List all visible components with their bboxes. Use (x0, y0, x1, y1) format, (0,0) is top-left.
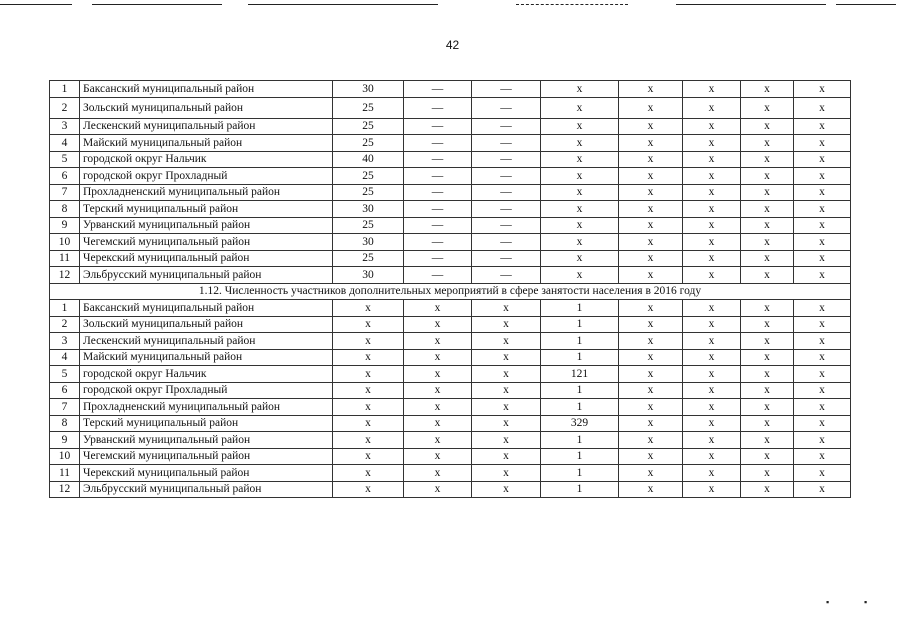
cell-c4: 1 (541, 399, 619, 416)
cell-c8: х (794, 415, 851, 432)
row-number: 6 (50, 382, 80, 399)
row-number: 7 (50, 184, 80, 201)
cell-c1: 25 (333, 250, 404, 267)
row-number: 4 (50, 135, 80, 152)
cell-c5: х (619, 118, 683, 135)
cell-c5: х (619, 151, 683, 168)
row-number: 2 (50, 97, 80, 118)
cell-c1: 25 (333, 168, 404, 185)
cell-c3: — (472, 118, 541, 135)
cell-c2: х (404, 300, 472, 317)
cell-c5: х (619, 81, 683, 98)
cell-c2: — (404, 168, 472, 185)
cell-c7: х (741, 316, 794, 333)
cell-c1: 25 (333, 217, 404, 234)
cell-c3: — (472, 201, 541, 218)
cell-c1: 30 (333, 267, 404, 284)
table-row (50, 267, 851, 284)
cell-c5: х (619, 448, 683, 465)
cell-c3: х (472, 415, 541, 432)
cell-c2: — (404, 184, 472, 201)
table-row (50, 465, 851, 482)
cell-c8: х (794, 481, 851, 498)
cell-c1: х (333, 333, 404, 350)
cell-c2: — (404, 118, 472, 135)
row-number: 1 (50, 300, 80, 317)
district-name: городской округ Нальчик (80, 366, 333, 383)
cell-c7: х (741, 481, 794, 498)
cell-c6: х (683, 349, 741, 366)
table-part-1 (50, 81, 851, 284)
cell-c2: х (404, 481, 472, 498)
table-row (50, 135, 851, 152)
cell-c5: х (619, 184, 683, 201)
cell-c3: х (472, 432, 541, 449)
header-rule (92, 4, 222, 5)
cell-c1: 30 (333, 81, 404, 98)
cell-c4: 1 (541, 349, 619, 366)
cell-c7: х (741, 201, 794, 218)
cell-c6: х (683, 316, 741, 333)
cell-c1: х (333, 465, 404, 482)
row-number: 3 (50, 333, 80, 350)
cell-c5: х (619, 234, 683, 251)
cell-c6: х (683, 399, 741, 416)
cell-c3: — (472, 267, 541, 284)
cell-c7: х (741, 432, 794, 449)
row-number: 12 (50, 267, 80, 284)
table-row (50, 250, 851, 267)
cell-c8: х (794, 465, 851, 482)
cell-c1: х (333, 481, 404, 498)
scan-mark: ▪ (826, 597, 830, 607)
cell-c1: х (333, 399, 404, 416)
row-number: 9 (50, 432, 80, 449)
cell-c7: х (741, 415, 794, 432)
cell-c7: х (741, 366, 794, 383)
district-name: Черекский муниципальный район (80, 250, 333, 267)
district-name: Прохладненский муниципальный район (80, 184, 333, 201)
cell-c4: 1 (541, 316, 619, 333)
cell-c6: х (683, 135, 741, 152)
cell-c7: х (741, 349, 794, 366)
cell-c6: х (683, 184, 741, 201)
cell-c4: 121 (541, 366, 619, 383)
cell-c2: — (404, 81, 472, 98)
cell-c2: х (404, 399, 472, 416)
cell-c2: — (404, 135, 472, 152)
cell-c6: х (683, 300, 741, 317)
table-part-2 (50, 300, 851, 498)
cell-c2: — (404, 217, 472, 234)
cell-c5: х (619, 201, 683, 218)
cell-c8: х (794, 267, 851, 284)
cell-c6: х (683, 118, 741, 135)
cell-c5: х (619, 316, 683, 333)
row-number: 10 (50, 234, 80, 251)
cell-c2: х (404, 349, 472, 366)
cell-c5: х (619, 300, 683, 317)
cell-c8: х (794, 349, 851, 366)
cell-c8: х (794, 151, 851, 168)
cell-c1: х (333, 448, 404, 465)
table-row (50, 300, 851, 317)
header-rule (836, 4, 896, 5)
cell-c7: х (741, 184, 794, 201)
table-row (50, 415, 851, 432)
table-row (50, 151, 851, 168)
district-name: Баксанский муниципальный район (80, 81, 333, 98)
cell-c4: х (541, 168, 619, 185)
cell-c2: х (404, 448, 472, 465)
row-number: 1 (50, 81, 80, 98)
cell-c2: — (404, 97, 472, 118)
cell-c3: х (472, 366, 541, 383)
cell-c8: х (794, 448, 851, 465)
cell-c8: х (794, 432, 851, 449)
cell-c6: х (683, 481, 741, 498)
cell-c3: — (472, 151, 541, 168)
table-section (50, 283, 851, 300)
cell-c7: х (741, 135, 794, 152)
cell-c6: х (683, 465, 741, 482)
cell-c8: х (794, 333, 851, 350)
cell-c4: х (541, 118, 619, 135)
cell-c6: х (683, 168, 741, 185)
row-number: 11 (50, 465, 80, 482)
scan-mark: ▪ (864, 597, 868, 607)
header-rule (516, 4, 628, 5)
cell-c4: 1 (541, 300, 619, 317)
cell-c6: х (683, 415, 741, 432)
cell-c8: х (794, 382, 851, 399)
cell-c3: х (472, 349, 541, 366)
row-number: 12 (50, 481, 80, 498)
section-row (50, 283, 851, 300)
cell-c3: — (472, 168, 541, 185)
cell-c8: х (794, 316, 851, 333)
table-row (50, 333, 851, 350)
cell-c5: х (619, 366, 683, 383)
cell-c5: х (619, 399, 683, 416)
cell-c7: х (741, 217, 794, 234)
district-name: Терский муниципальный район (80, 201, 333, 218)
cell-c7: х (741, 234, 794, 251)
table-row (50, 97, 851, 118)
cell-c7: х (741, 168, 794, 185)
table-row (50, 201, 851, 218)
table-row (50, 217, 851, 234)
cell-c5: х (619, 382, 683, 399)
district-name: городской округ Нальчик (80, 151, 333, 168)
row-number: 4 (50, 349, 80, 366)
cell-c1: 25 (333, 184, 404, 201)
cell-c4: 1 (541, 333, 619, 350)
cell-c8: х (794, 135, 851, 152)
cell-c4: 1 (541, 448, 619, 465)
cell-c4: 329 (541, 415, 619, 432)
row-number: 10 (50, 448, 80, 465)
district-name: Зольский муниципальный район (80, 316, 333, 333)
cell-c5: х (619, 481, 683, 498)
cell-c4: х (541, 201, 619, 218)
cell-c2: х (404, 432, 472, 449)
district-name: Лескенский муниципальный район (80, 118, 333, 135)
cell-c3: х (472, 399, 541, 416)
cell-c1: х (333, 300, 404, 317)
cell-c3: х (472, 300, 541, 317)
cell-c2: — (404, 234, 472, 251)
cell-c5: х (619, 135, 683, 152)
cell-c2: — (404, 151, 472, 168)
cell-c6: х (683, 201, 741, 218)
cell-c7: х (741, 399, 794, 416)
cell-c4: 1 (541, 432, 619, 449)
cell-c2: х (404, 316, 472, 333)
cell-c6: х (683, 97, 741, 118)
row-number: 7 (50, 399, 80, 416)
cell-c3: — (472, 135, 541, 152)
cell-c4: 1 (541, 465, 619, 482)
table-row (50, 81, 851, 98)
district-name: Зольский муниципальный район (80, 97, 333, 118)
cell-c3: х (472, 481, 541, 498)
cell-c5: х (619, 168, 683, 185)
cell-c3: — (472, 217, 541, 234)
district-name: Майский муниципальный район (80, 135, 333, 152)
cell-c4: х (541, 135, 619, 152)
page-number: 42 (445, 38, 460, 52)
cell-c6: х (683, 250, 741, 267)
cell-c2: х (404, 415, 472, 432)
district-name: Эльбрусский муниципальный район (80, 481, 333, 498)
cell-c4: х (541, 217, 619, 234)
section-title: 1.12. Численность участников дополнительных мероприятий в сфере занятости населения в 2016 году (50, 283, 851, 300)
cell-c8: х (794, 184, 851, 201)
cell-c7: х (741, 151, 794, 168)
cell-c2: — (404, 267, 472, 284)
cell-c1: х (333, 432, 404, 449)
district-name: Эльбрусский муниципальный район (80, 267, 333, 284)
row-number: 5 (50, 366, 80, 383)
cell-c3: — (472, 81, 541, 98)
row-number: 5 (50, 151, 80, 168)
row-number: 11 (50, 250, 80, 267)
cell-c5: х (619, 97, 683, 118)
district-name: Баксанский муниципальный район (80, 300, 333, 317)
cell-c6: х (683, 432, 741, 449)
cell-c1: х (333, 349, 404, 366)
table-row (50, 234, 851, 251)
cell-c1: х (333, 415, 404, 432)
cell-c8: х (794, 81, 851, 98)
table-row (50, 382, 851, 399)
cell-c6: х (683, 81, 741, 98)
cell-c8: х (794, 118, 851, 135)
cell-c1: х (333, 316, 404, 333)
cell-c4: х (541, 234, 619, 251)
cell-c4: х (541, 97, 619, 118)
cell-c6: х (683, 366, 741, 383)
cell-c7: х (741, 465, 794, 482)
table-row (50, 168, 851, 185)
row-number: 3 (50, 118, 80, 135)
cell-c3: х (472, 333, 541, 350)
cell-c1: 25 (333, 135, 404, 152)
table-row (50, 118, 851, 135)
cell-c1: 25 (333, 118, 404, 135)
cell-c5: х (619, 415, 683, 432)
cell-c4: х (541, 81, 619, 98)
cell-c6: х (683, 448, 741, 465)
row-number: 2 (50, 316, 80, 333)
table-row (50, 448, 851, 465)
cell-c5: х (619, 432, 683, 449)
district-name: Чегемский муниципальный район (80, 448, 333, 465)
cell-c6: х (683, 382, 741, 399)
cell-c3: — (472, 250, 541, 267)
cell-c4: х (541, 250, 619, 267)
cell-c3: х (472, 382, 541, 399)
district-name: Чегемский муниципальный район (80, 234, 333, 251)
cell-c6: х (683, 333, 741, 350)
header-rule (0, 4, 72, 5)
cell-c7: х (741, 97, 794, 118)
cell-c5: х (619, 333, 683, 350)
cell-c2: х (404, 382, 472, 399)
cell-c3: х (472, 316, 541, 333)
cell-c5: х (619, 267, 683, 284)
cell-c5: х (619, 250, 683, 267)
table-row (50, 432, 851, 449)
cell-c7: х (741, 300, 794, 317)
row-number: 8 (50, 201, 80, 218)
cell-c2: — (404, 201, 472, 218)
cell-c4: 1 (541, 382, 619, 399)
cell-c8: х (794, 399, 851, 416)
cell-c6: х (683, 217, 741, 234)
cell-c8: х (794, 300, 851, 317)
cell-c1: 40 (333, 151, 404, 168)
row-number: 9 (50, 217, 80, 234)
cell-c8: х (794, 97, 851, 118)
district-name: Лескенский муниципальный район (80, 333, 333, 350)
cell-c7: х (741, 382, 794, 399)
cell-c8: х (794, 168, 851, 185)
cell-c8: х (794, 201, 851, 218)
district-name: Урванский муниципальный район (80, 432, 333, 449)
cell-c5: х (619, 349, 683, 366)
cell-c1: 30 (333, 234, 404, 251)
cell-c6: х (683, 151, 741, 168)
cell-c7: х (741, 333, 794, 350)
cell-c6: х (683, 234, 741, 251)
district-name: городской округ Прохладный (80, 168, 333, 185)
cell-c8: х (794, 366, 851, 383)
row-number: 8 (50, 415, 80, 432)
cell-c8: х (794, 250, 851, 267)
cell-c1: х (333, 366, 404, 383)
cell-c4: х (541, 151, 619, 168)
cell-c6: х (683, 267, 741, 284)
table-row (50, 366, 851, 383)
cell-c3: х (472, 448, 541, 465)
cell-c3: — (472, 234, 541, 251)
cell-c5: х (619, 465, 683, 482)
cell-c7: х (741, 267, 794, 284)
cell-c2: х (404, 366, 472, 383)
table-row (50, 316, 851, 333)
header-rule (248, 4, 438, 5)
cell-c7: х (741, 448, 794, 465)
district-name: Терский муниципальный район (80, 415, 333, 432)
cell-c1: 30 (333, 201, 404, 218)
table-row (50, 481, 851, 498)
table-row (50, 399, 851, 416)
table-row (50, 184, 851, 201)
row-number: 6 (50, 168, 80, 185)
cell-c3: — (472, 97, 541, 118)
cell-c5: х (619, 217, 683, 234)
district-name: городской округ Прохладный (80, 382, 333, 399)
district-name: Прохладненский муниципальный район (80, 399, 333, 416)
cell-c8: х (794, 217, 851, 234)
data-table (49, 80, 851, 498)
cell-c7: х (741, 81, 794, 98)
cell-c4: 1 (541, 481, 619, 498)
cell-c3: х (472, 465, 541, 482)
cell-c7: х (741, 118, 794, 135)
table-row (50, 349, 851, 366)
cell-c8: х (794, 234, 851, 251)
cell-c2: — (404, 250, 472, 267)
cell-c4: х (541, 267, 619, 284)
cell-c2: х (404, 333, 472, 350)
district-name: Урванский муниципальный район (80, 217, 333, 234)
header-rule (676, 4, 826, 5)
cell-c3: — (472, 184, 541, 201)
cell-c2: х (404, 465, 472, 482)
cell-c1: 25 (333, 97, 404, 118)
cell-c1: х (333, 382, 404, 399)
district-name: Черекский муниципальный район (80, 465, 333, 482)
cell-c7: х (741, 250, 794, 267)
cell-c4: х (541, 184, 619, 201)
district-name: Майский муниципальный район (80, 349, 333, 366)
